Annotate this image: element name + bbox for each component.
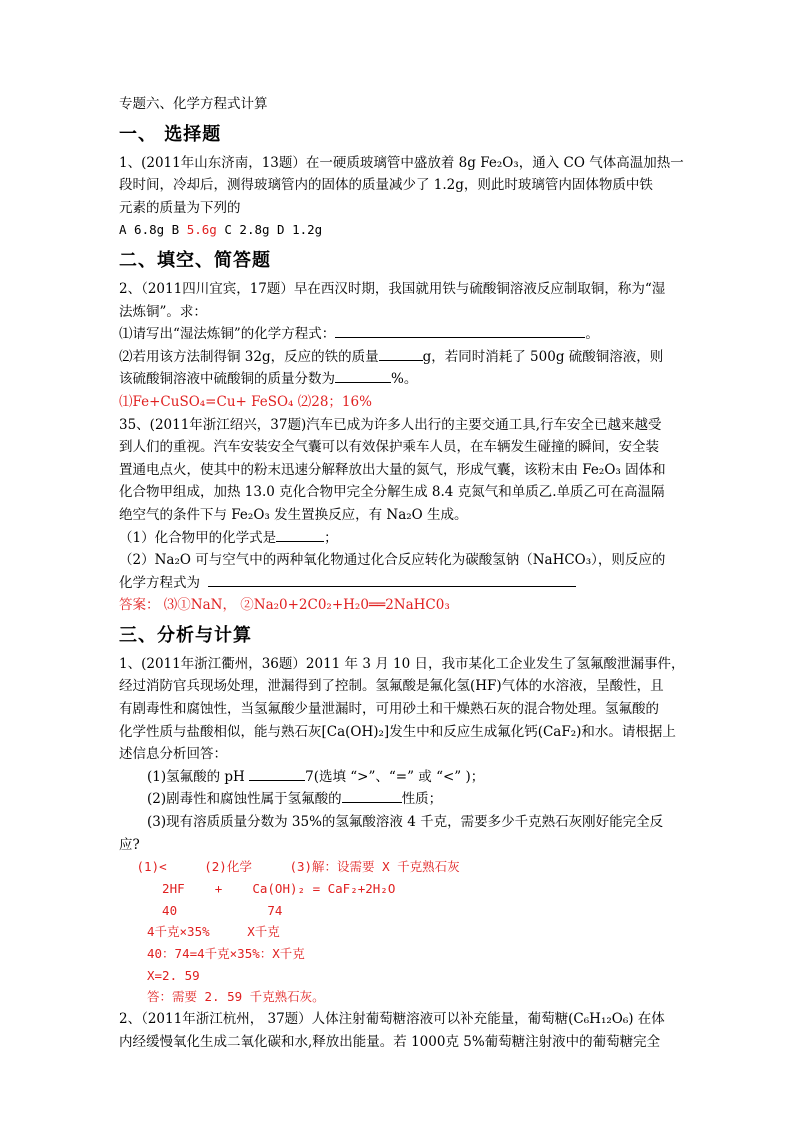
prompt-text: 性质； <box>401 791 443 808</box>
answer-blank <box>276 527 324 542</box>
question-text: 置通电点火，使其中的粉末迅速分解释放出大量的氮气，形成气囊，该粉末由 Fe₂O₃ 固体和 <box>119 461 666 478</box>
question-text: 2、（2011年浙江杭州， 37题）人体注射葡萄糖溶液可以补充能量，葡萄糖(C₆H₁₂O₆) 在体 <box>119 1011 665 1028</box>
question-2 <box>119 278 679 414</box>
sub-question <box>119 788 679 811</box>
question-text: 2、（2011四川宜宾，17题）早在西汉时期，我国就用铁与硫酸铜溶液反应制取铜，称为“湿 <box>119 280 666 297</box>
answer-equation: 2HF + Ca(OH)₂ = CaF₂+2H₂O <box>147 880 396 896</box>
document-page <box>119 93 685 1053</box>
prompt-text: 该硫酸铜溶液中硫酸铜的质量分数为 <box>119 371 335 388</box>
prompt-text: (3)现有溶质质量分数为 35%的氢氟酸溶液 4 千克，需要多少千克熟石灰刚好能完全反 <box>147 814 664 831</box>
answer-text: ⑴Fe+CuSO₄=Cu+ FeSO₄ ⑵28；16% <box>119 393 372 410</box>
sub-question <box>119 346 679 369</box>
question-options <box>119 219 679 242</box>
section-heading-fill: 二、填空、简答题 <box>119 249 271 271</box>
answer-text: 答：需要 2. 59 千克熟石灰。 <box>147 989 325 1005</box>
question-text: 段时间，冷却后，测得玻璃管内的固体的质量减少了 1.2g，则此时玻璃管内固体物质中铁 <box>119 177 653 194</box>
answer-content: ⑶①NaN， ②Na₂0+2C0₂+H₂0══2NaHC0₃ <box>159 597 450 614</box>
question-text: 有剧毒性和腐蚀性，当氢氟酸少量泄漏时，可用砂土和干燥熟石灰的混合物处理。氢氟酸的 <box>119 701 659 718</box>
answer-blank <box>249 766 305 781</box>
options-text: C 2.8g D 1.2g <box>216 222 323 238</box>
sub-question <box>119 766 679 789</box>
answer-text: X=2. 59 <box>147 967 200 983</box>
sub-question <box>119 323 679 346</box>
prompt-text: (2)剧毒性和腐蚀性属于氢氟酸的 <box>147 791 342 808</box>
answer-blank <box>379 346 423 361</box>
answer-blank <box>335 323 585 338</box>
answer-blank <box>342 788 402 803</box>
prompt-text: ⑴请写出“湿法炼铜”的化学方程式： <box>119 326 336 343</box>
answer-label: 答案： <box>119 597 160 614</box>
prompt-text: %。 <box>391 371 418 388</box>
punctuation: ； <box>324 529 338 546</box>
question-text: 内经缓慢氧化生成二氧化碳和水,释放出能量。若 1000克 5%葡萄糖注射液中的葡萄糖完全 <box>119 1033 661 1050</box>
question-text: 35、(2011年浙江绍兴，37题)汽车已成为许多人出行的主要交通工具,行车安全已越来越受 <box>119 416 662 433</box>
prompt-text: 应? <box>119 836 140 853</box>
prompt-text: ⑵若用该方法制得铜 32g，反应的铁的质量 <box>119 348 379 365</box>
question-text: 1、(2011年山东济南，13题）在一硬质玻璃管中盛放着 8g Fe₂O₃，通入 CO 气体高温加热一 <box>119 154 684 171</box>
answer-text <box>119 594 679 617</box>
prompt-text: g，若同时消耗了 500g 硫酸铜溶液，则 <box>422 348 664 365</box>
question-text: 经过消防官兵现场处理，泄漏得到了控制。氢氟酸是氟化氢(HF)气体的水溶液，呈酸性，且 <box>119 678 664 695</box>
section-heading-calc: 三、分析与计算 <box>119 624 252 646</box>
answer-blank <box>208 572 576 587</box>
sub-question <box>119 527 679 550</box>
answer-text: 40 74 <box>147 902 283 918</box>
section-heading-choice: 一、 选择题 <box>119 123 222 145</box>
question-1 <box>119 152 684 242</box>
answer-blank <box>335 368 391 383</box>
question-text: 绝空气的条件下与 Fe₂O₃ 发生置换反应，有 Na₂O 生成。 <box>119 506 468 523</box>
question-3-1 <box>119 653 685 1008</box>
sub-question <box>119 572 679 595</box>
prompt-text: (1)氢氟酸的 pH <box>147 768 250 785</box>
question-text: 1、(2011年浙江衢州，36题）2011 年 3 月 10 日，我市某化工企业发生了氢氟酸泄漏事件， <box>119 655 685 672</box>
answer-text: (1)< (2)化学 (3)解：设需要 X 千克熟石灰 <box>129 859 460 875</box>
question-text: 化学性质与盐酸相似，能与熟石灰[Ca(OH)₂]发生中和反应生成氟化钙(CaF₂)和水。请根据上 <box>119 723 676 740</box>
answer-text: 4千克×35% X千克 <box>147 924 280 940</box>
question-35 <box>119 414 679 617</box>
question-text: 法炼铜”。求： <box>119 303 207 320</box>
punctuation: 。 <box>585 326 599 343</box>
document-title: 专题六、化学方程式计算 <box>119 96 268 112</box>
question-text: 述信息分析回答： <box>119 746 227 763</box>
prompt-text: 7(选填 “>”、“=” 或 “<” )； <box>305 768 485 785</box>
question-text: 到人们的重视。汽车安装安全气囊可以有效保护乘车人员，在车辆发生碰撞的瞬间，安全装 <box>119 439 659 456</box>
answer-text: 40：74=4千克×35%：X千克 <box>147 946 305 962</box>
prompt-text: （2）Na₂O 可与空气中的两种氧化物通过化合反应转化为碳酸氢钠（NaHCO₃），则反应的 <box>119 552 666 569</box>
sub-question <box>119 368 679 391</box>
answer-option-b: 5.6g <box>186 222 217 238</box>
prompt-text: 化学方程式为 <box>119 574 200 591</box>
question-text: 元素的质量为下列的 <box>119 199 241 216</box>
prompt-text: （1）化合物甲的化学式是 <box>119 529 277 546</box>
question-text: 化合物甲组成，加热 13.0 克化合物甲完全分解生成 8.4 克氮气和单质乙.单质乙可在高温隔 <box>119 484 665 501</box>
options-text: A 6.8g B <box>119 222 187 238</box>
question-3-2 <box>119 1008 679 1053</box>
